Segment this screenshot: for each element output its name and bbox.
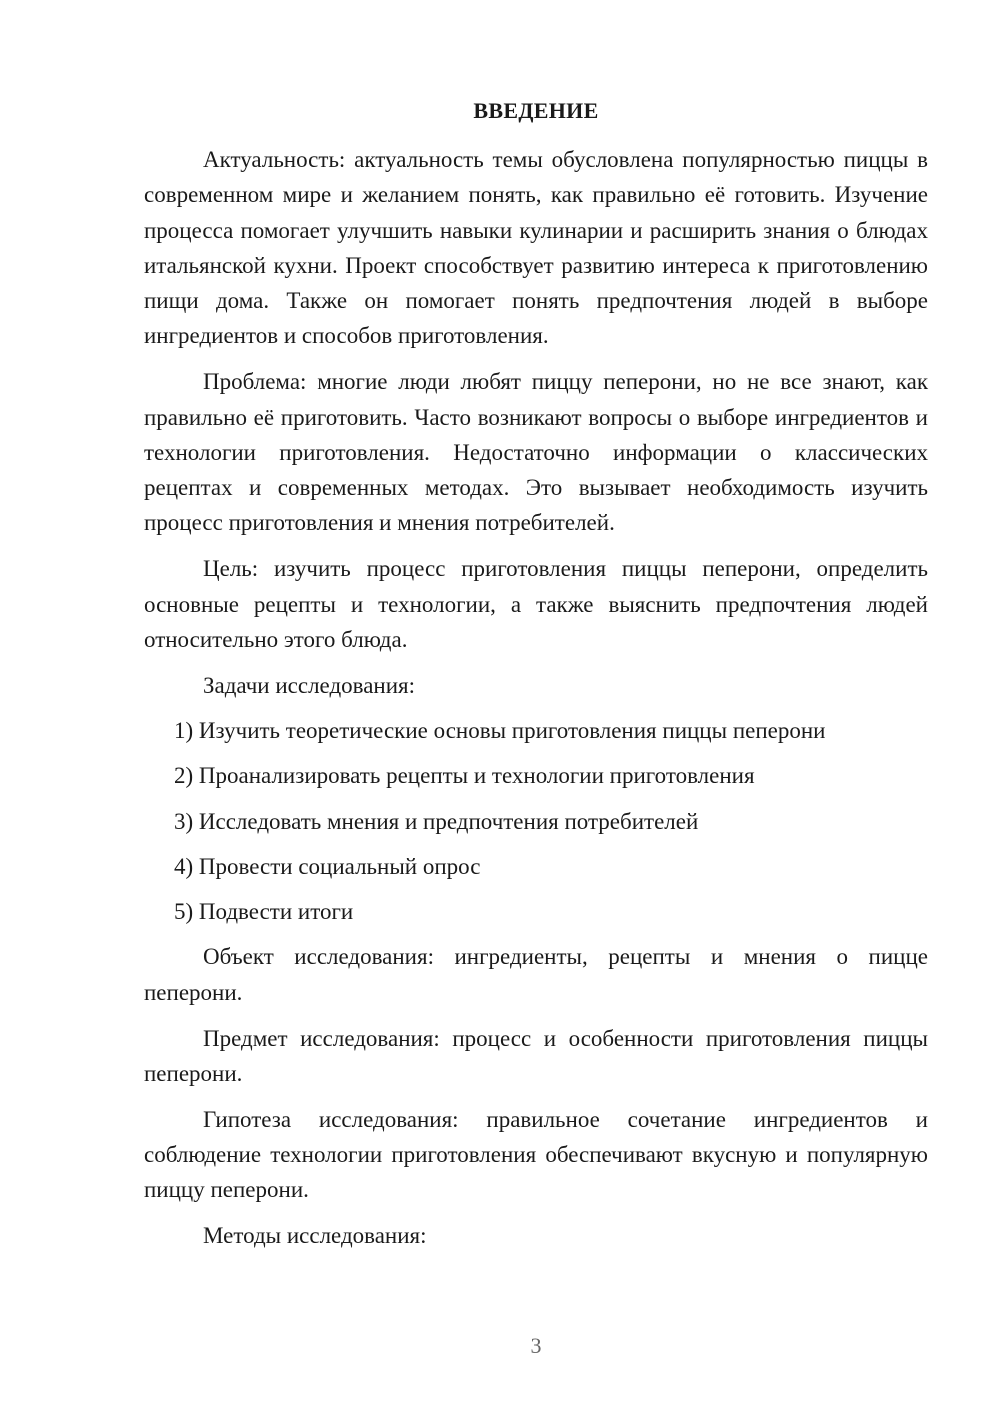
list-item: 5) Подвести итоги — [174, 899, 354, 925]
tasks-list — [144, 713, 928, 929]
list-item: 2) Проанализировать рецепты и технологии приготовления — [174, 763, 755, 789]
document-body — [144, 142, 928, 1253]
list-item: 4) Провести социальный опрос — [174, 853, 481, 879]
methods-heading: Методы исследования: — [203, 1223, 427, 1249]
subject-paragraph: Предмет исследования: процесс и особенности приготовления пиццы пеперони. — [144, 1025, 928, 1086]
page-number: 3 — [530, 1333, 542, 1358]
tasks-heading: Задачи исследования: — [203, 672, 416, 698]
problem-paragraph: Проблема: многие люди любят пиццу пеперони, но не все знают, как правильно её приготовить. Часто возникают вопросы о выборе ингредиентов и технологии приготовления. Недостаточно информации о классических рецептах и современных методах. Это вызывает необходимость изучить процесс приготовления и мнения потребителей. — [144, 369, 928, 536]
hypothesis-paragraph: Гипотеза исследования: правильное сочетание ингредиентов и соблюдение технологии приготовления обеспечивают вкусную и популярную пиццу пеперони. — [144, 1106, 928, 1203]
goal-paragraph: Цель: изучить процесс приготовления пиццы пеперони, определить основные рецепты и технологии, а также выяснить предпочтения людей относительно этого блюда. — [144, 556, 928, 652]
relevance-paragraph: Актуальность: актуальность темы обусловлена популярностью пиццы в современном мире и желанием понять, как правильно её готовить. Изучение процесса помогает улучшить навыки кулинарии и расширить знания о блюдах итальянской кухни. Проект способствует развитию интереса к приготовлению пищи дома. Также он помогает понять предпочтения людей в выборе ингредиентов и способов приготовления. — [144, 147, 928, 349]
page-title: ВВЕДЕНИЕ — [473, 98, 599, 123]
list-item: 3) Исследовать мнения и предпочтения потребителей — [174, 808, 699, 834]
list-item: 1) Изучить теоретические основы приготовления пиццы пеперони — [174, 717, 826, 743]
object-paragraph: Объект исследования: ингредиенты, рецепты и мнения о пицце пеперони. — [144, 944, 928, 1005]
